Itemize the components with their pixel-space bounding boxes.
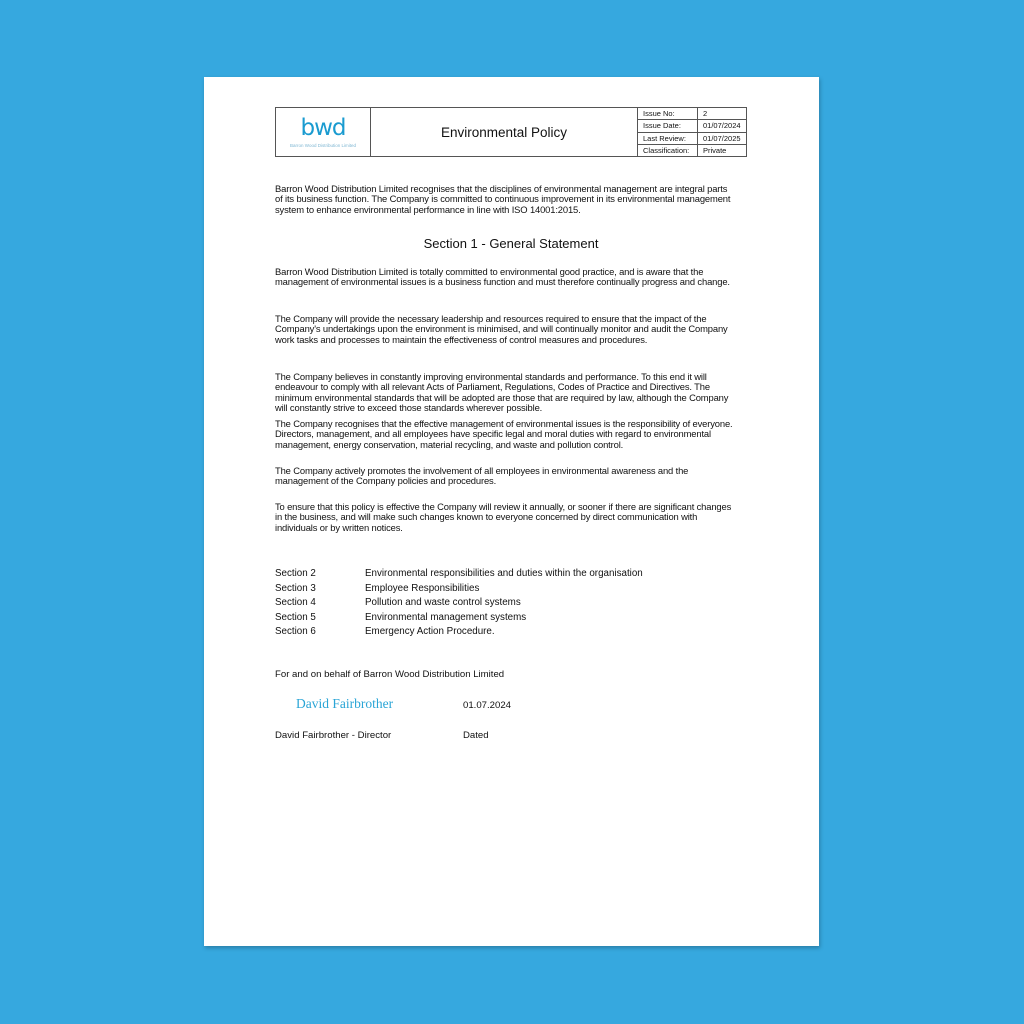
- paragraph: The Company will provide the necessary leadership and resources required to ensure that the impact of the Company's undertakings upon the environment is minimised, and will continually monitor and audit the Company work tasks and processes to maintain the effectiveness of control measures and procedures.: [275, 314, 728, 346]
- paragraph: The Company believes in constantly improving environmental standards and performance. To this end it will endeavour to comply with all relevant Acts of Parliament, Regulations, Codes of Practice and Directives. The minimum environmental standards that will be adopted are those that are required by law, although the Company will constantly strive to exceed those standards wherever possible.: [275, 372, 729, 414]
- section-list-item: [275, 567, 643, 582]
- meta-value: 01/07/2024: [703, 121, 741, 131]
- dated-label: Dated: [463, 730, 489, 741]
- section-title: Emergency Action Procedure.: [365, 626, 495, 637]
- section-title: Employee Responsibilities: [365, 582, 480, 594]
- signature-date: 01.07.2024: [463, 700, 512, 711]
- meta-label: Issue No:: [638, 108, 698, 119]
- section-list-item: [275, 625, 643, 640]
- section-list-item: [275, 596, 643, 611]
- meta-value: 01/07/2025: [703, 133, 741, 143]
- meta-label: Classification:: [638, 145, 698, 156]
- section-heading: Section 1 - General Statement: [423, 236, 599, 251]
- logo-mark: bwd: [300, 114, 346, 141]
- section-number: Section 3: [275, 582, 316, 594]
- meta-row-classification: [638, 145, 746, 156]
- meta-row-issue-date: [638, 120, 746, 132]
- document-header-table: [275, 107, 747, 157]
- paragraph: Barron Wood Distribution Limited is totally committed to environmental good practice, and is aware that the management of environmental issues is a business function and must therefore continually progress and change.: [275, 267, 730, 289]
- section-number: Section 2: [275, 568, 316, 579]
- paragraph: The Company actively promotes the involvement of all employees in environmental awareness and the management of the Company policies and procedures.: [275, 466, 689, 488]
- document-meta: [638, 108, 746, 156]
- section-list: [275, 567, 643, 640]
- logo-company-name: Barron Wood Distribution Limited: [290, 142, 356, 148]
- signature: David Fairbrother: [296, 696, 394, 711]
- meta-row-issue-no: [638, 108, 746, 120]
- section-title: Pollution and waste control systems: [365, 597, 521, 608]
- section-number: Section 6: [275, 626, 316, 637]
- section-title: Environmental management systems: [365, 611, 527, 623]
- section-list-item: [275, 582, 643, 597]
- intro-paragraph: Barron Wood Distribution Limited recognises that the disciplines of environmental management are integral parts of its business function. The Company is committed to continuous improvement in its environmental management system to enhance environmental performance in line with ISO 14001:2015.: [275, 184, 731, 216]
- section-title: Environmental responsibilities and duties within the organisation: [365, 568, 643, 579]
- meta-value: Private: [703, 145, 727, 155]
- section-list-item: [275, 611, 643, 626]
- section-number: Section 4: [275, 597, 316, 608]
- section-number: Section 5: [275, 611, 316, 623]
- paragraph: To ensure that this policy is effective the Company will review it annually, or sooner if there are significant changes in the business, and will make such changes known to everyone concerned by direct communication with individuals or by written notices.: [275, 502, 732, 534]
- on-behalf-text: For and on behalf of Barron Wood Distribution Limited: [275, 669, 505, 680]
- document-title: Environmental Policy: [371, 108, 638, 156]
- paragraph: The Company recognises that the effective management of environmental issues is the responsibility of everyone. Directors, management, and all employees have specific legal and moral duties with regard to environmental management, energy conservation, material recycling, and waste and pollution control.: [275, 419, 733, 451]
- meta-value: 2: [703, 109, 708, 119]
- meta-row-last-review: [638, 133, 746, 145]
- signer-name: David Fairbrother - Director: [275, 730, 392, 741]
- meta-label: Issue Date:: [638, 120, 698, 131]
- company-logo: [276, 108, 371, 156]
- document-page: [204, 77, 819, 946]
- meta-label: Last Review:: [638, 133, 698, 144]
